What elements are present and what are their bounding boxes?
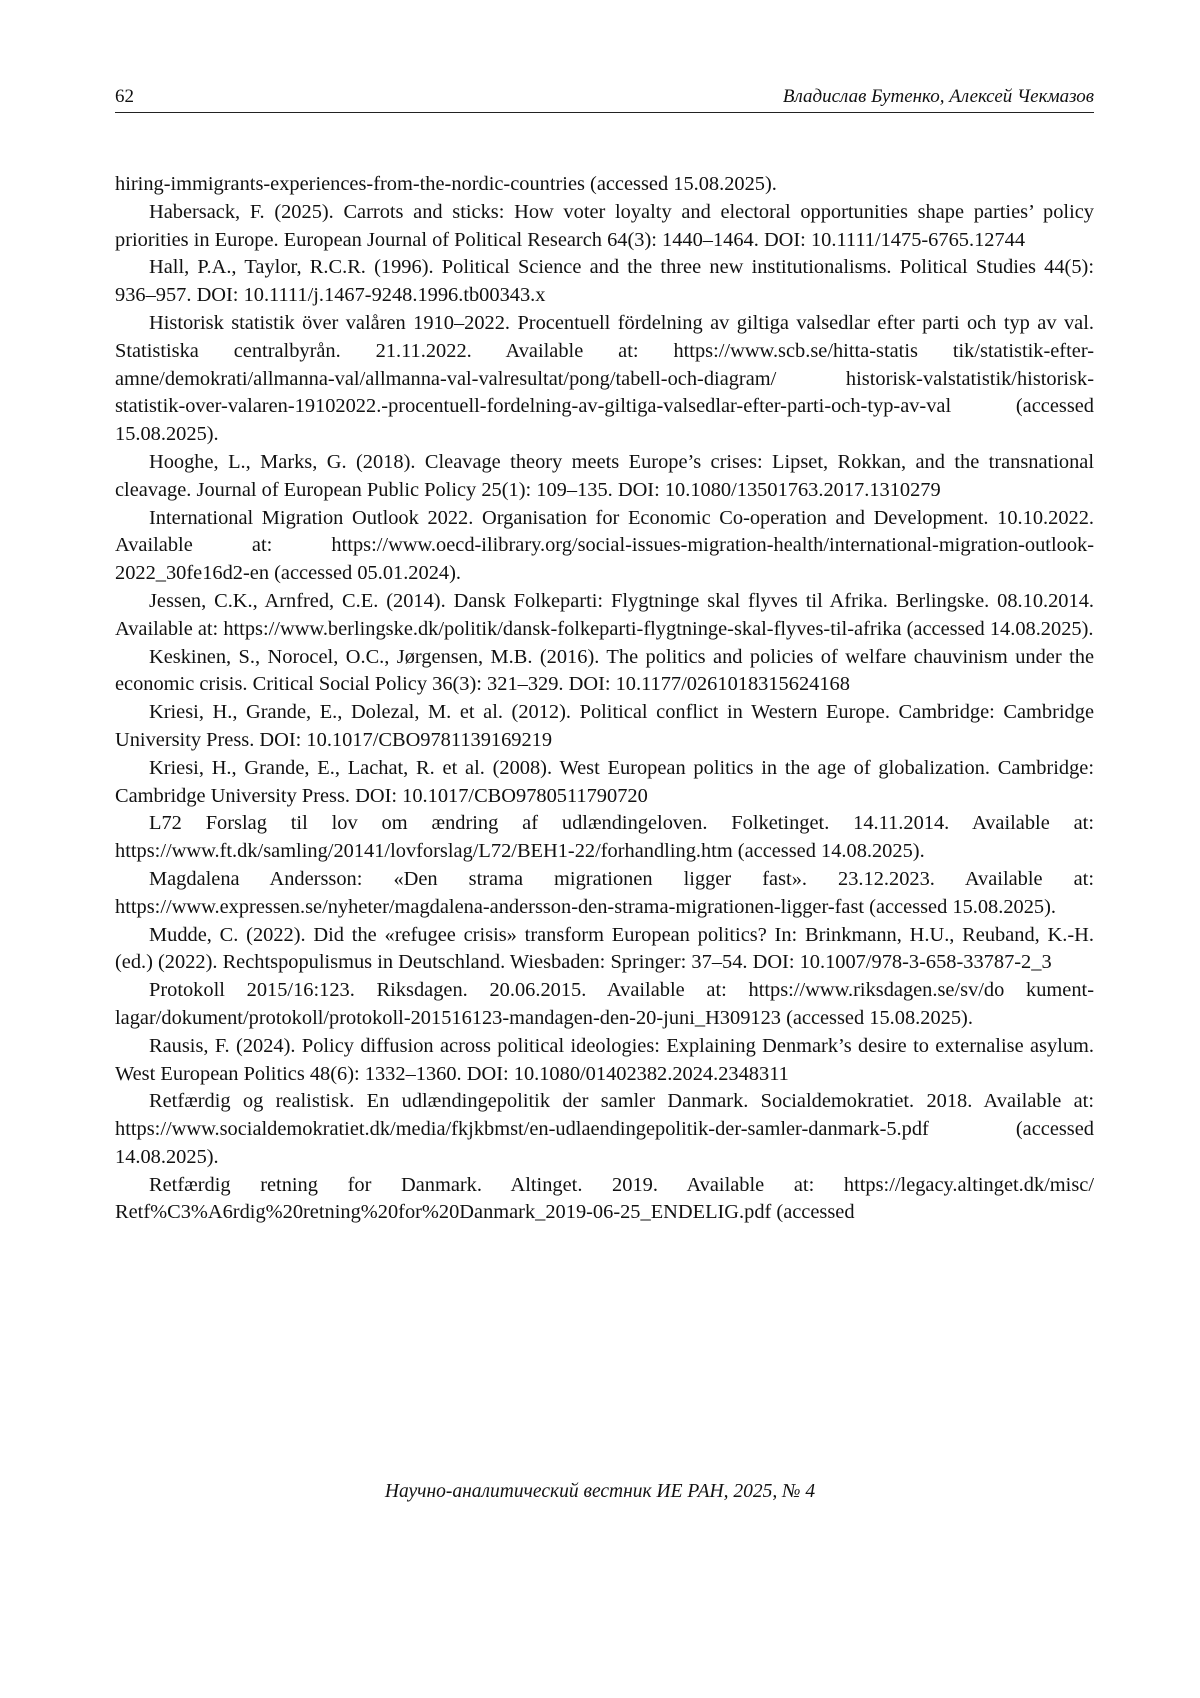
reference-item: Jessen, C.K., Arnfred, C.E. (2014). Dansk Folkeparti: Flygtninge skal flyves til Afrika. Berlingske. 08.10.2014. Available at: https://www.berlingske.dk/politik/dansk-folkeparti-flygtninge-skal-flyves-til-afrika (accessed 14.08.2025). <box>115 589 1094 640</box>
reference-item: Retfærdig og realistisk. En udlændingepolitik der samler Danmark. Socialdemokratiet. 2018. Available at: https://www.socialdemokratiet.dk/media/fkjkbmst/en-udlaendingepolitik-der-samler-danmark-5.pdf (accessed 14.08.2025). <box>115 1090 1094 1168</box>
reference-item: Protokoll 2015/16:123. Riksdagen. 20.06.2015. Available at: https://www.riksdagen.se/sv/do kument-lagar/dokument/protokoll/protokoll-201516123-mandagen-den-20-juni_H309123 (accessed 15.08.2025). <box>115 979 1094 1029</box>
reference-item: Historisk statistik över valåren 1910–2022. Procentuell fördelning av giltiga valsedlar efter parti och typ av val. Statistiska centralbyrån. 21.11.2022. Available at: https://www.scb.se/hitta-statis tik/statistik-efter-amne/demokrati/allmanna-val/allmanna-val-valresultat/pong/tabell-och-diagram/ historisk-valstatistik/historisk-statistik-over-valaren-19102022.-procentuell-fordelning-av-giltiga-valsedlar-efter-parti-och-typ-av-val (accessed 15.08.2025). <box>115 311 1094 446</box>
reference-item: Mudde, C. (2022). Did the «refugee crisis» transform European politics? In: Brinkmann, H.U., Reuband, K.-H. (ed.) (2022). Rechtspopulismus in Deutschland. Wiesbaden: Springer: 37–54. DOI: 10.1007/978-3-658-33787-2_3 <box>115 923 1094 974</box>
reference-item: Retfærdig retning for Danmark. Altinget. 2019. Available at: https://legacy.altinget.dk/misc/ Retf%C3%A6rdig%20retning%20for%20Danmark_2019-06-25_ENDELIG.pdf (accessed <box>115 1173 1094 1224</box>
reference-list <box>115 171 1094 1227</box>
running-title: Владислав Бутенко, Алексей Чекмазов <box>782 86 1094 107</box>
reference-item: Rausis, F. (2024). Policy diffusion across political ideologies: Explaining Denmark’s desire to externalise asylum. West European Politics 48(6): 1332–1360. DOI: 10.1080/01402382.2024.2348311 <box>115 1034 1094 1085</box>
reference-item: Habersack, F. (2025). Carrots and sticks: How voter loyalty and electoral opportunities shape parties’ policy priorities in Europe. European Journal of Political Research 64(3): 1440–1464. DOI: 10.1111/1475-6765.12744 <box>115 200 1094 251</box>
page-number: 62 <box>115 86 134 107</box>
reference-item: Hall, P.A., Taylor, R.C.R. (1996). Political Science and the three new institutionalisms. Political Studies 44(5): 936–957. DOI: 10.1111/j.1467-9248.1996.tb00343.x <box>115 256 1094 307</box>
reference-item: hiring-immigrants-experiences-from-the-nordic-countries (accessed 15.08.2025). <box>115 173 777 195</box>
reference-item: Magdalena Andersson: «Den strama migrationen ligger fast». 23.12.2023. Available at: https://www.expressen.se/nyheter/magdalena-andersson-den-strama-migrationen-ligger-fast (accessed 15.08.2025). <box>115 867 1094 918</box>
reference-item: Hooghe, L., Marks, G. (2018). Cleavage theory meets Europe’s crises: Lipset, Rokkan, and the transnational cleavage. Journal of European Public Policy 25(1): 109–135. DOI: 10.1080/13501763.2017.1310279 <box>115 450 1094 501</box>
page-header <box>115 84 1094 113</box>
reference-item: L72 Forslag til lov om ændring af udlændingeloven. Folketinget. 14.11.2014. Available at: https://www.ft.dk/samling/20141/lovforslag/L72/BEH1-22/forhandling.htm (accessed 14.08.2025). <box>115 812 1094 863</box>
reference-item: Kriesi, H., Grande, E., Dolezal, M. et al. (2012). Political conflict in Western Europe. Cambridge: Cambridge University Press. DOI: 10.1017/CBO9781139169219 <box>115 701 1094 751</box>
reference-item: Keskinen, S., Norocel, O.C., Jørgensen, M.B. (2016). The politics and policies of welfare chauvinism under the economic crisis. Critical Social Policy 36(3): 321–329. DOI: 10.1177/0261018315624168 <box>115 645 1094 696</box>
reference-item: International Migration Outlook 2022. Organisation for Economic Co-operation and Development. 10.10.2022. Available at: https://www.oecd-ilibrary.org/social-issues-migration-health/international-migration-outlook-2022_30fe16d2-en (accessed 05.01.2024). <box>115 506 1094 585</box>
page-footer: Научно-аналитический вестник ИЕ РАН, 2025, № 4 <box>384 1481 816 1502</box>
reference-item: Kriesi, H., Grande, E., Lachat, R. et al. (2008). West European politics in the age of globalization. Cambridge: Cambridge University Press. DOI: 10.1017/CBO9780511790720 <box>115 756 1094 807</box>
